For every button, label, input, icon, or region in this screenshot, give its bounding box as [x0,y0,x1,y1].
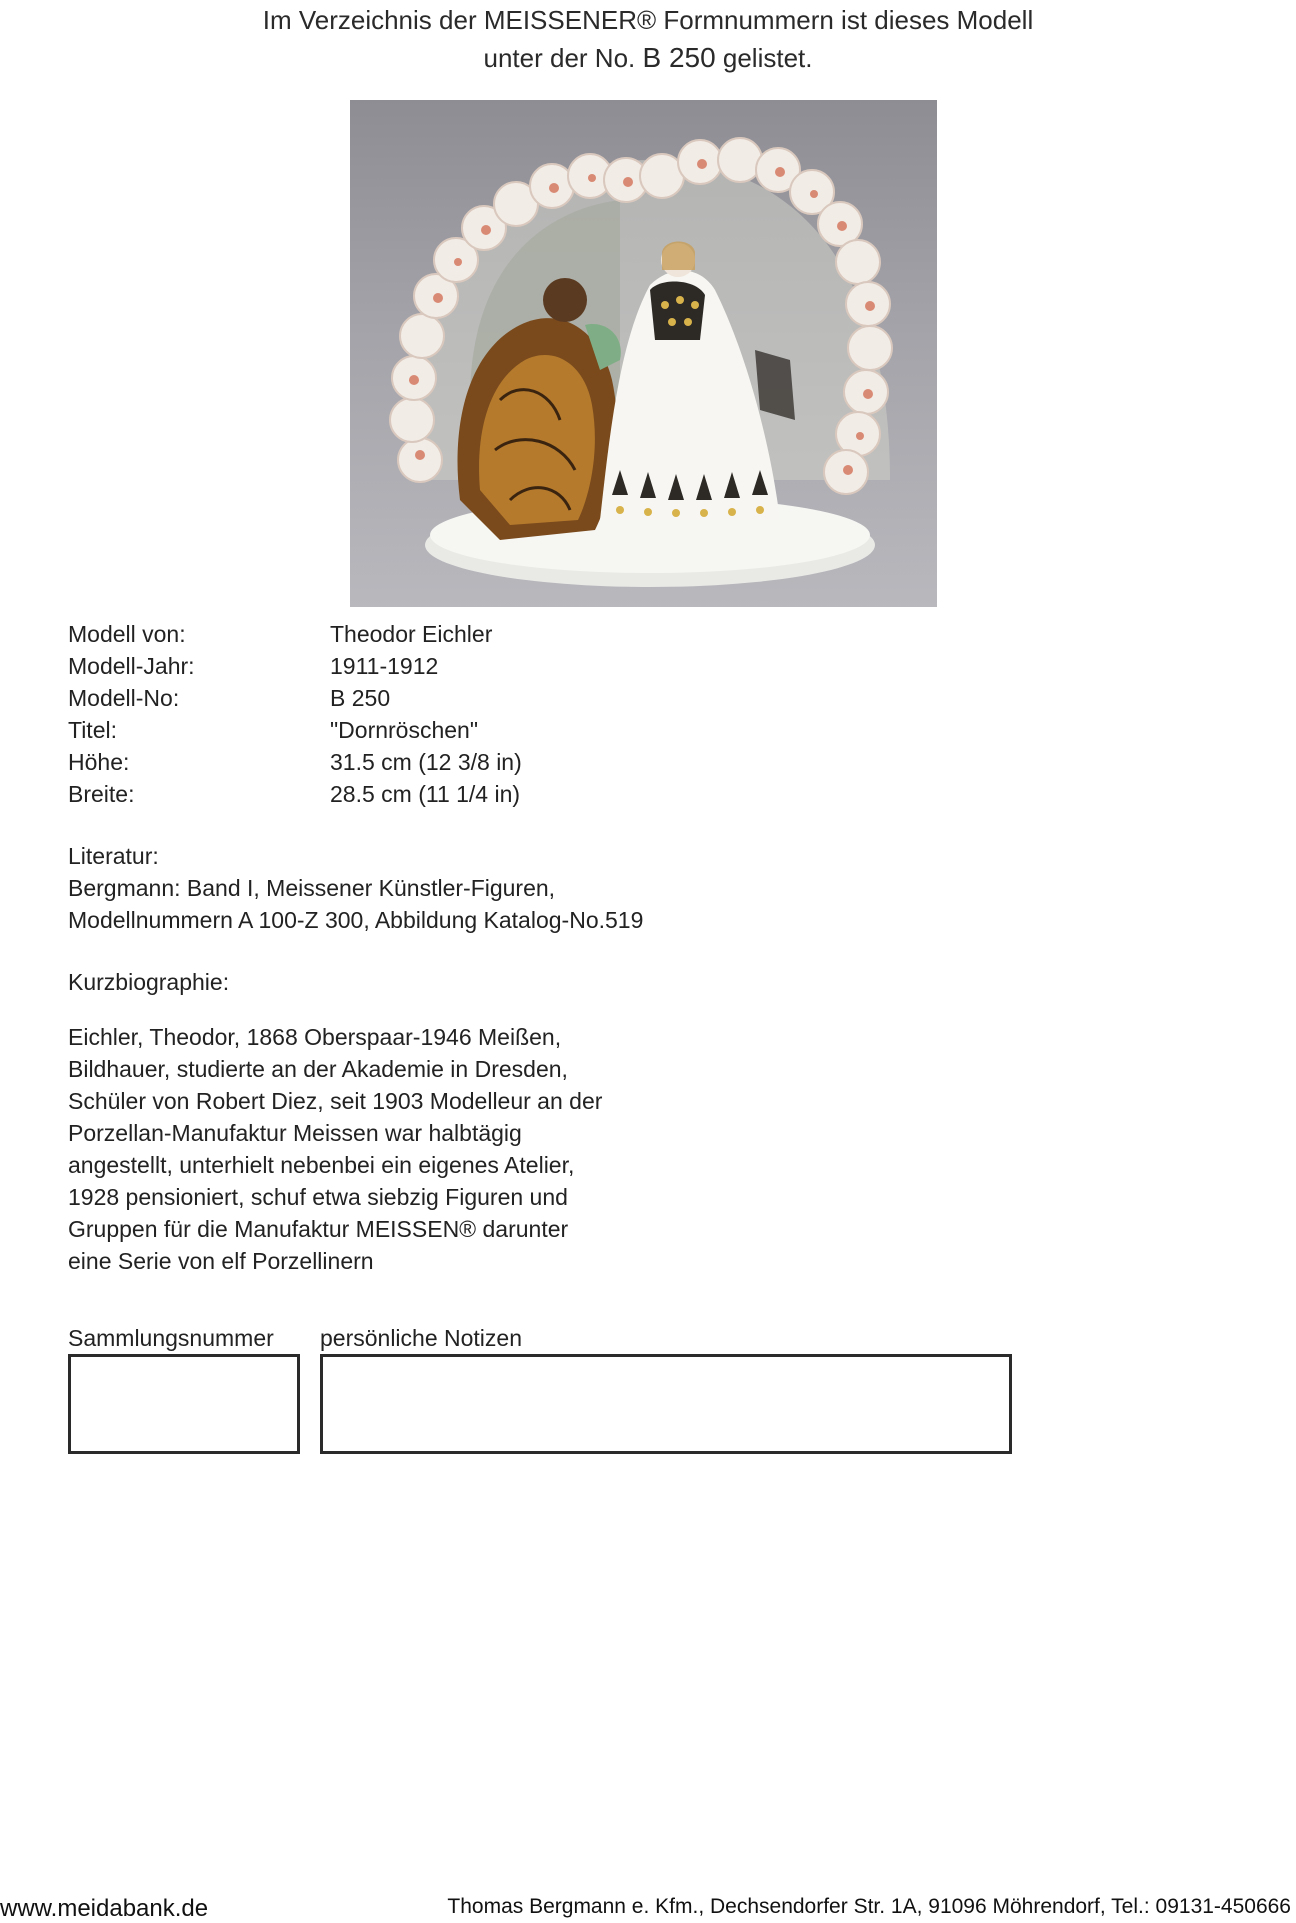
biography-line: Gruppen für die Manufaktur MEISSEN® darunter [68,1216,569,1242]
fact-value: "Dornröschen" [330,717,479,743]
literature-line: Modellnummern A 100-Z 300, Abbildung Katalog-No.519 [68,907,644,933]
model-facts [68,618,768,810]
fact-label: Titel: [68,717,117,743]
fact-row-titel [68,714,768,746]
biography-line: Eichler, Theodor, 1868 Oberspaar-1946 Meißen, [68,1024,562,1050]
fact-label: Breite: [68,781,135,807]
fact-value: 31.5 cm (12 3/8 in) [330,749,522,775]
fact-label: Modell von: [68,621,186,647]
fact-value: Theodor Eichler [330,621,493,647]
fact-label: Modell-Jahr: [68,653,195,679]
fact-value: B 250 [330,685,391,711]
fact-row-modell-jahr [68,650,768,682]
personal-notes-label: persönliche Notizen [320,1325,523,1351]
biography-text [68,1021,668,1277]
fact-value: 28.5 cm (11 1/4 in) [330,781,521,807]
header-suffix: gelistet. [715,43,813,73]
collection-number-field[interactable] [68,1354,300,1454]
biography-line: angestellt, unterhielt nebenbei ein eigenes Atelier, [68,1152,575,1178]
literature-section [68,840,643,936]
collection-number-label: Sammlungsnummer [68,1325,274,1351]
fact-row-hoehe [68,746,768,778]
biography-line: 1928 pensioniert, schuf etwa siebzig Figuren und [68,1184,568,1210]
fact-value: 1911-1912 [330,653,439,679]
personal-notes-field[interactable] [320,1354,1012,1454]
fact-row-modell-von [68,618,768,650]
footer-address: Thomas Bergmann e. Kfm., Dechsendorfer Str. 1A, 91096 Möhrendorf, Tel.: 09131-450666 [447,1895,1291,1918]
header-model-number: B 250 [642,42,716,73]
footer-website: www.meidabank.de [0,1895,209,1922]
fact-row-modell-no [68,682,768,714]
biography-line: Bildhauer, studierte an der Akademie in Dresden, [68,1056,568,1082]
biography-line: eine Serie von elf Porzellinern [68,1248,374,1274]
biography-label: Kurzbiographie: [68,969,230,995]
fact-label: Modell-No: [68,685,180,711]
header-prefix: unter der No. [483,43,643,73]
header-line-1: Im Verzeichnis der MEISSENER® Formnummern ist dieses Modell [262,5,1034,35]
literature-label: Literatur: [68,843,159,869]
biography-line: Schüler von Robert Diez, seit 1903 Modelleur an der [68,1088,603,1114]
literature-line: Bergmann: Band I, Meissener Künstler-Figuren, [68,875,556,901]
fact-row-breite [68,778,768,810]
biography-line: Porzellan-Manufaktur Meissen war halbtägig [68,1120,522,1146]
figurine-photo [350,100,937,607]
fact-label: Höhe: [68,749,130,775]
header-line-2 [0,38,1296,78]
